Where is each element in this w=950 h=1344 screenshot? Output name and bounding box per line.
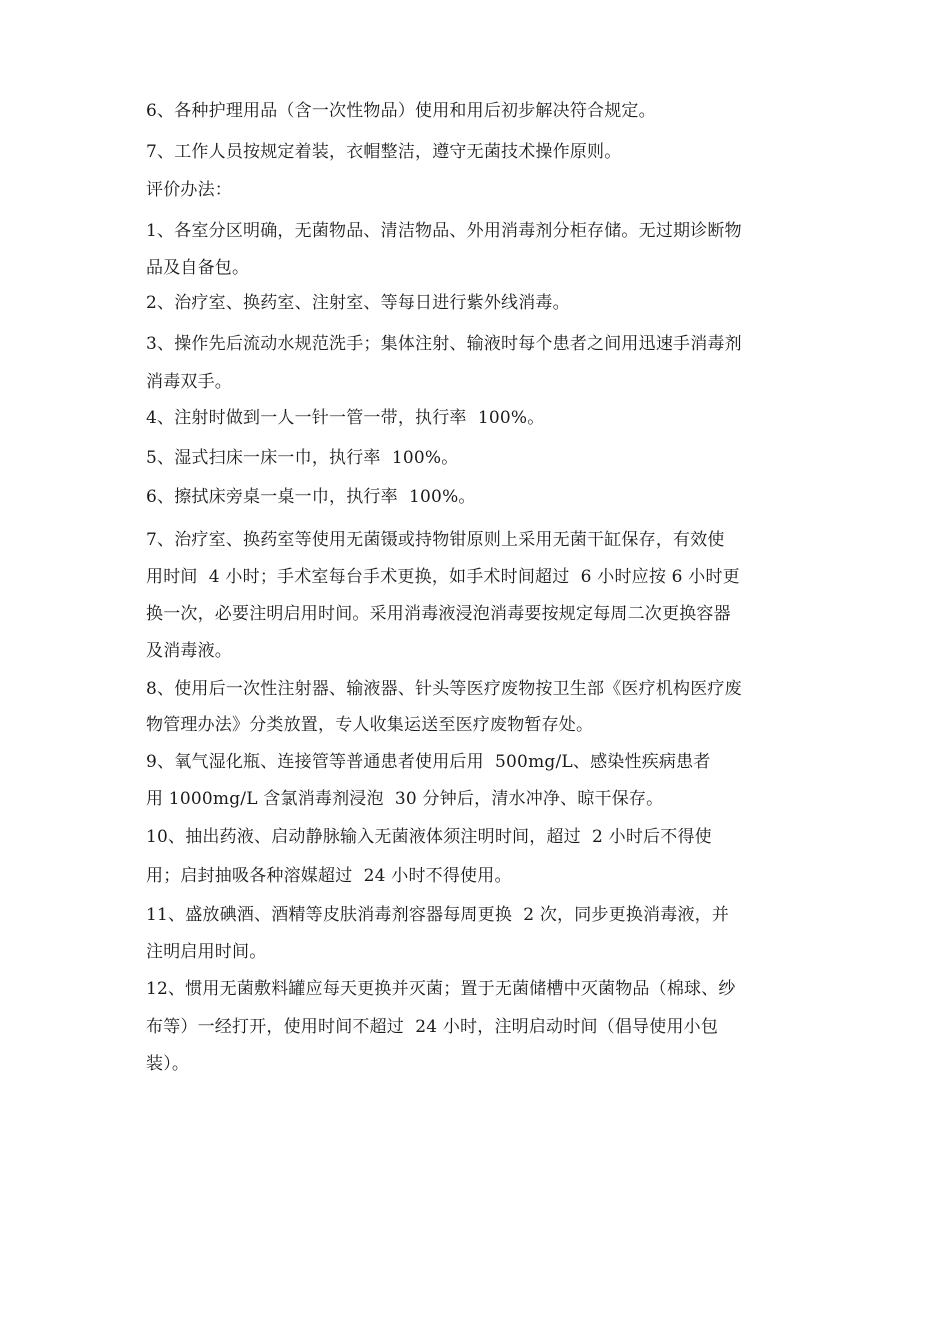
text-line: 注明启用时间。 (146, 942, 267, 962)
text-line: 11、盛放碘酒、酒精等皮肤消毒剂容器每周更换 2 次，同步更换消毒液，并 (146, 905, 730, 925)
text-line: 6、各种护理用品（含一次性物品）使用和用后初步解决符合规定。 (146, 101, 656, 121)
text-line: 用；启封抽吸各种溶媒超过 24 小时不得使用。 (146, 866, 512, 886)
text-line: 3、操作先后流动水规范洗手；集体注射、输液时每个患者之间用迅速手消毒剂 (146, 334, 742, 354)
text-line: 7、治疗室、换药室等使用无菌镊或持物钳原则上采用无菌干缸保存，有效使 (146, 530, 725, 550)
text-line: 装）。 (146, 1054, 190, 1074)
text-line: 8、使用后一次性注射器、输液器、针头等医疗废物按卫生部《医疗机构医疗废 (146, 679, 742, 699)
text-line: 5、湿式扫床一床一巾，执行率 100%。 (146, 448, 459, 468)
text-line: 及消毒液。 (146, 641, 232, 661)
text-line: 6、擦拭床旁桌一桌一巾，执行率 100%。 (146, 487, 476, 507)
text-line: 物管理办法》分类放置，专人收集运送至医疗废物暂存处。 (146, 715, 594, 735)
text-line: 用 1000mg/L 含氯消毒剂浸泡 30 分钟后，清水冲净、晾干保存。 (146, 789, 664, 809)
text-line: 1、各室分区明确，无菌物品、清洁物品、外用消毒剂分柜存储。无过期诊断物 (146, 221, 742, 241)
text-line: 品及自备包。 (146, 258, 250, 278)
text-line: 2、治疗室、换药室、注射室、等每日进行紫外线消毒。 (146, 293, 570, 313)
text-line: 10、抽出药液、启动静脉输入无菌液体须注明时间，超过 2 小时后不得使 (146, 827, 712, 847)
text-line: 布等）一经打开，使用时间不超过 24 小时，注明启动时间（倡导使用小包 (146, 1017, 719, 1037)
text-line: 7、工作人员按规定着装，衣帽整洁，遵守无菌技术操作原则。 (146, 142, 622, 162)
text-line: 9、氧气湿化瓶、连接管等普通患者使用后用 500mg/L、感染性疾病患者 (146, 752, 711, 772)
text-line: 12、惯用无菌敷料罐应每天更换并灭菌；置于无菌储槽中灭菌物品（棉球、纱 (146, 979, 736, 999)
text-line: 消毒双手。 (146, 372, 232, 392)
text-line: 用时间 4 小时；手术室每台手术更换，如手术时间超过 6 小时应按 6 小时更 (146, 567, 740, 587)
text-line: 4、注射时做到一人一针一管一带，执行率 100%。 (146, 408, 545, 428)
text-line: 换一次，必要注明启用时间。采用消毒液浸泡消毒要按规定每周二次更换容器 (146, 604, 731, 624)
section-heading: 评价办法： (146, 180, 232, 200)
